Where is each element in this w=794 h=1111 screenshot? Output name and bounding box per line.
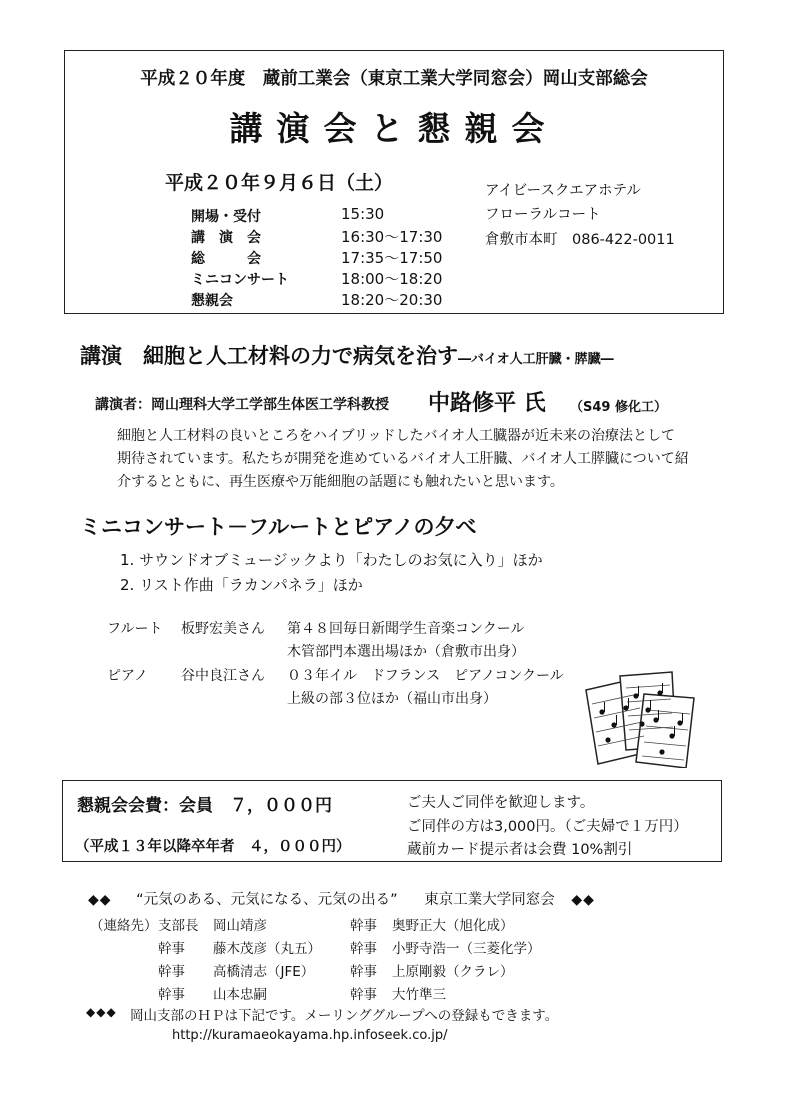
schedule-label: 懇親会 <box>191 293 233 309</box>
contact-role: 幹事 <box>158 941 185 957</box>
schedule-time: 15:30 <box>341 205 385 223</box>
lecture-title <box>80 340 614 370</box>
speaker-affiliation: 講演者：岡山理科大学工学部生体医工学科教授 <box>95 397 389 413</box>
lecture-title-text: 講演 細胞と人工材料の力で病気を治す <box>80 344 458 368</box>
schedule-time: 16:30～17:30 <box>341 228 443 246</box>
lecture-subtitle: ―バイオ人工肝臓・膵臓― <box>458 352 614 367</box>
fee-note: ご夫人ご同伴を歓迎します。 <box>407 795 595 811</box>
contact-role: 幹事 <box>350 964 377 980</box>
venue-room: フローラルコート <box>485 207 601 223</box>
contact-role: 支部長 <box>158 918 199 934</box>
fee-box <box>62 780 722 862</box>
homepage-url[interactable]: http://kuramaeokayama.hp.infoseek.co.jp/ <box>172 1028 448 1043</box>
performer-bio: 上級の部３位ほか（福山市出身） <box>287 691 497 707</box>
performer-bio: ０３年イル ドフランス ピアノコンクール <box>287 668 564 684</box>
member-fee: 懇親会会費：会員 ７，０００円 <box>77 796 332 816</box>
concert-title: ミニコンサート－フルートとピアノの夕べ <box>80 515 477 539</box>
lecture-description-line: 介するとともに、再生医療や万能細胞の話題にも触れたいと思います。 <box>117 474 564 490</box>
org-name: 東京工業大学同窓会 <box>424 892 555 908</box>
program-item: 1. サウンドオブミュージックより「わたしのお気に入り」ほか <box>120 551 543 569</box>
diamond-icon: ◆◆ <box>88 892 112 908</box>
venue-address: 倉敷市本町 086-422-0011 <box>485 232 675 248</box>
contact-name: 奥野正大（旭化成） <box>392 918 514 934</box>
sheet-music-icon <box>582 668 702 768</box>
contact-label: （連絡先） <box>90 918 158 934</box>
contact-name: 高橋清志（JFE） <box>213 964 315 980</box>
event-header-box <box>64 50 724 314</box>
contact-role: 幹事 <box>158 987 185 1003</box>
schedule-time: 18:20～20:30 <box>341 291 443 309</box>
junior-fee: （平成１３年以降卒年者 ４，０００円） <box>75 839 351 855</box>
performer-bio: 木管部門本選出場ほか（倉敷市出身） <box>287 644 525 660</box>
contact-name: 小野寺浩一（三菱化学） <box>392 941 541 957</box>
performer-instrument: フルート <box>107 621 163 637</box>
schedule-time: 17:35～17:50 <box>341 249 443 267</box>
event-date: 平成２０年９月６日（土） <box>165 172 394 194</box>
fee-note: ご同伴の方は3,000円。（ご夫婦で１万円） <box>407 819 688 835</box>
schedule-time: 18:00～18:20 <box>341 270 443 288</box>
schedule-label: ミニコンサート <box>191 272 289 288</box>
lecture-description-line: 細胞と人工材料の良いところをハイブリッドしたバイオ人工臓器が近未来の治療法として <box>117 428 676 444</box>
performer-name: 板野宏美さん <box>181 621 265 637</box>
speaker-class: （S49 修化工） <box>570 400 667 415</box>
performer-instrument: ピアノ <box>107 668 148 684</box>
diamond-icon: ◆◆ <box>571 892 595 908</box>
contact-name: 岡山靖彦 <box>213 918 267 934</box>
program-item: 2. リスト作曲「ラカンパネラ」ほか <box>120 576 363 594</box>
homepage-note: 岡山支部のＨＰは下記です。メーリンググループへの登録もできます。 <box>130 1008 559 1024</box>
lecture-description-line: 期待されています。私たちが開発を進めているバイオ人工肝臓、バイオ人工膵臓について紹 <box>117 451 689 467</box>
event-title: 平成２０年度 蔵前工業会（東京工業大学同窓会）岡山支部総会 <box>140 69 648 89</box>
schedule-label: 講 演 会 <box>191 230 261 246</box>
diamond-icon: ◆◆◆ <box>86 1005 117 1019</box>
schedule-label: 総 会 <box>191 251 261 267</box>
fee-note: 蔵前カード提示者は会費 10%割引 <box>407 842 633 858</box>
venue-name: アイビースクエアホテル <box>485 183 641 199</box>
contact-role: 幹事 <box>350 918 377 934</box>
contact-role: 幹事 <box>350 941 377 957</box>
main-title: 講演会と懇親会 <box>229 109 559 148</box>
contact-role: 幹事 <box>158 964 185 980</box>
contact-name: 大竹準三 <box>392 987 446 1003</box>
contact-role: 幹事 <box>350 987 377 1003</box>
performer-bio: 第４８回毎日新聞学生音楽コンクール <box>287 621 525 637</box>
motto-row <box>88 888 595 909</box>
schedule-label: 開場・受付 <box>191 209 261 225</box>
speaker-name: 中路修平 氏 <box>428 391 546 416</box>
contact-name: 上原剛毅（クラレ） <box>392 964 514 980</box>
contact-name: 山本忠嗣 <box>213 987 267 1003</box>
performer-name: 谷中良江さん <box>181 668 265 684</box>
motto-text: “元気のある、元気になる、元気の出る” <box>136 892 398 908</box>
contact-name: 藤木茂彦（丸五） <box>213 941 321 957</box>
